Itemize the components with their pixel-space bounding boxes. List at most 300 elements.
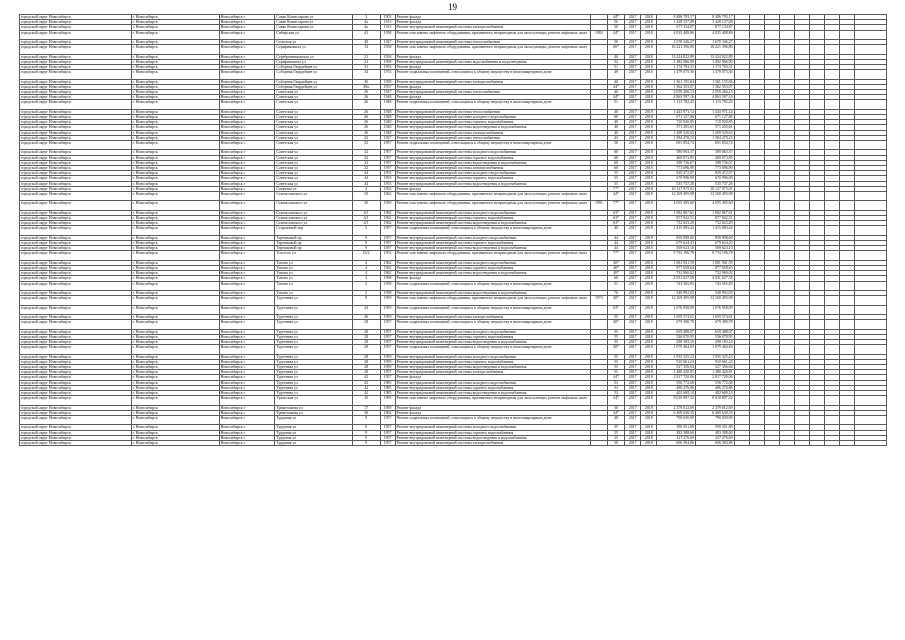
settlement-cell: г. Новосибирск (131, 45, 219, 54)
plan-year-cell: 2017 (625, 359, 641, 364)
empty-cell (809, 396, 824, 405)
wear-cell: 48 (607, 416, 624, 425)
work-type-cell: Ремонт фасада (395, 20, 590, 25)
completion-year-cell: 2018 (641, 226, 657, 235)
empty-cell (734, 251, 749, 260)
completion-year-cell: 2018 (641, 186, 657, 191)
build-year-cell: 1957 (380, 246, 395, 251)
empty-cell (749, 320, 764, 329)
work-type-cell: Ремонт внутридомовой инженерной системы водоотведения и водоснабжения (395, 221, 590, 226)
municipality-cell: городской округ Новосибирск (20, 226, 132, 235)
locality-cell: Новосибирск г (219, 251, 275, 260)
empty-cell (794, 441, 809, 446)
empty-cell (854, 416, 886, 425)
completion-year-cell: 2018 (641, 305, 657, 314)
empty-cell (779, 441, 794, 446)
wear-cell: 55 (607, 329, 624, 334)
completion-year-cell: 2018 (641, 130, 657, 135)
empty-cell (794, 251, 809, 260)
cost-cell: 679 380,78 (657, 320, 696, 329)
work-type-cell: Ремонт внутридомовой инженерной системы горячего водоснабжения (395, 216, 590, 221)
house-number-cell: 9 (352, 430, 380, 435)
completion-year-cell: 2018 (641, 276, 657, 281)
plan-year-cell: 2017 (625, 54, 641, 59)
completion-year-cell: 2018 (641, 120, 657, 125)
build-year-cell: 1957 (380, 320, 395, 329)
empty-cell (764, 45, 779, 54)
street-cell: Советская ул (275, 160, 352, 165)
wear-cell: 44* (607, 30, 624, 39)
house-number-cell: 5 (352, 226, 380, 235)
completion-year-cell: 2018 (641, 135, 657, 140)
empty-cell (854, 201, 886, 210)
locality-cell: Новосибирск г (219, 59, 275, 64)
cost-cell: 1 428 137,08 (657, 20, 696, 25)
work-type-cell: Ремонт подвальных помещений, относящихся к общему имуществу в многоквартирном доме (395, 281, 590, 290)
municipality-cell: городской округ Новосибирск (20, 109, 132, 114)
wear-cell: 55 (607, 334, 624, 339)
settlement-cell: г. Новосибирск (131, 365, 219, 370)
wear-cell: 76 (607, 291, 624, 296)
work-type-cell: Ремонт внутридомовой инженерной системы горячего водоснабжения (395, 176, 590, 181)
wear-cell: 40 (607, 79, 624, 84)
total-cost-cell: 1 443 971,14 (695, 109, 734, 114)
wear-cell: 50 (607, 20, 624, 25)
work-type-cell: Ремонт или замена лифтового оборудования, признанного непригодным для эксплуатации, ремонт лифтовых шахт (395, 45, 590, 54)
work-type-cell: Ремонт внутридомовой инженерной системы водоотведения и водоснабжения (395, 365, 590, 370)
total-cost-cell: 9 733 196,78 (695, 251, 734, 260)
total-cost-cell: 670 996,00 (695, 176, 734, 181)
work-type-cell: Ремонт внутридомовой инженерной системы холодного водоснабжения (395, 260, 590, 265)
empty-cell (764, 141, 779, 150)
completion-year-cell: 2018 (641, 30, 657, 39)
cost-cell: 790 030,90 (657, 416, 696, 425)
cost-cell: 9 733 196,78 (657, 251, 696, 260)
empty-cell (794, 320, 809, 329)
settlement-cell: г. Новосибирск (131, 59, 219, 64)
street-cell: Титова ул (275, 281, 352, 290)
plan-year-cell: 2017 (625, 235, 641, 240)
municipality-cell: городской округ Новосибирск (20, 334, 132, 339)
house-number-cell: 4/1 (352, 221, 380, 226)
cost-cell: 1 678 346,27 (657, 40, 696, 45)
empty-cell (779, 251, 794, 260)
empty-cell (734, 345, 749, 354)
cost-cell: 1 561 155,84 (657, 79, 696, 84)
cost-cell: 1 659 574,61 (657, 315, 696, 320)
municipality-cell: городской округ Новосибирск (20, 291, 132, 296)
completion-year-cell: 2018 (641, 45, 657, 54)
wear-cell: 35 (607, 430, 624, 435)
wear-cell: 53 (607, 385, 624, 390)
completion-year-cell: 2018 (641, 210, 657, 215)
municipality-cell: городской округ Новосибирск (20, 79, 132, 84)
total-cost-cell: 298 183,16 (695, 340, 734, 345)
cost-cell: 548 992,03 (657, 291, 696, 296)
empty-cell (854, 226, 886, 235)
street-cell: Станиславского ул (275, 192, 352, 201)
cost-cell: 8 486 793,17 (657, 15, 696, 20)
table-row (20, 441, 887, 446)
empty-cell (824, 281, 839, 290)
empty-cell (854, 296, 886, 305)
locality-cell: Новосибирск г (219, 79, 275, 84)
wear-cell: 53 (607, 380, 624, 385)
locality-cell: Новосибирск г (219, 354, 275, 359)
empty-cell (794, 345, 809, 354)
cost-cell: 1 082 867,61 (657, 210, 696, 215)
empty-cell (779, 345, 794, 354)
house-number-cell: 9 (352, 241, 380, 246)
total-cost-cell: 773 696,90 (695, 166, 734, 171)
cost-cell: 839 098,60 (657, 235, 696, 240)
settlement-cell: г. Новосибирск (131, 416, 219, 425)
total-cost-cell: 877 658,63 (695, 266, 734, 271)
street-cell: Титова ул (275, 266, 352, 271)
wear-cell: 51 (607, 100, 624, 109)
settlement-cell: г. Новосибирск (131, 410, 219, 415)
table-body (20, 15, 887, 446)
cost-cell: 590 351,89 (657, 425, 696, 430)
street-cell: Тургенева ул (275, 345, 352, 354)
total-cost-cell: 4 031 027,58 (695, 276, 734, 281)
build-year-cell: 1957 (380, 416, 395, 425)
completion-year-cell: 2018 (641, 359, 657, 364)
locality-cell: Новосибирск г (219, 241, 275, 246)
cost-cell: 536 070,95 (657, 334, 696, 339)
build-year-cell: 1957 (380, 425, 395, 430)
wear-cell: 50 (607, 40, 624, 45)
table-row (20, 251, 887, 260)
settlement-cell: г. Новосибирск (131, 171, 219, 176)
locality-cell: Новосибирск г (219, 171, 275, 176)
empty-cell (809, 45, 824, 54)
locality-cell: Новосибирск г (219, 345, 275, 354)
wear-cell: 55 (607, 354, 624, 359)
settlement-cell: г. Новосибирск (131, 291, 219, 296)
work-type-cell: Ремонт внутридомовой инженерной системы теплоснабжения (395, 90, 590, 95)
cost-cell: 10 127 975,01 (657, 186, 696, 191)
completion-year-cell: 2018 (641, 20, 657, 25)
empty-cell (764, 396, 779, 405)
cost-cell: 1 443 971,14 (657, 109, 696, 114)
empty-cell (764, 296, 779, 305)
street-cell: Уральская ул (275, 396, 352, 405)
empty-cell (854, 70, 886, 79)
work-type-cell: Ремонт внутридомовой инженерной системы горячего водоснабжения (395, 120, 590, 125)
street-cell: Советская ул (275, 141, 352, 150)
build-year-cell: 1957 (380, 166, 395, 171)
locality-cell: Новосибирск г (219, 15, 275, 20)
wear-cell: 44* (607, 84, 624, 89)
total-cost-cell: 679 380,78 (695, 320, 734, 329)
locality-cell: Новосибирск г (219, 192, 275, 201)
street-cell: Сакко Комиссарова ул (275, 20, 352, 25)
total-cost-cell: 1 415 083,42 (695, 226, 734, 235)
completion-year-cell: 2018 (641, 291, 657, 296)
plan-year-cell: 2017 (625, 345, 641, 354)
house-number-cell: 9 (352, 416, 380, 425)
work-type-cell: Ремонт внутридомовой инженерной системы горячего водоснабжения (395, 430, 590, 435)
municipality-cell: городской округ Новосибирск (20, 266, 132, 271)
house-number-cell: 28 (352, 354, 380, 359)
plan-year-cell: 2017 (625, 260, 641, 265)
empty-cell (854, 251, 886, 260)
empty-cell (839, 30, 854, 39)
empty-cell (824, 320, 839, 329)
wear-cell: 51 (607, 281, 624, 290)
completion-year-cell: 2018 (641, 216, 657, 221)
plan-year-cell: 2017 (625, 150, 641, 155)
empty-cell (734, 141, 749, 150)
cost-cell: 4 031 027,58 (657, 276, 696, 281)
wear-cell: 40 (607, 109, 624, 114)
cost-cell: 12 169 495,98 (657, 192, 696, 201)
plan-year-cell: 2017 (625, 291, 641, 296)
street-cell: Серафимовича ул (275, 59, 352, 64)
wear-cell: 63* (607, 221, 624, 226)
work-type-cell: Ремонт или замена лифтового оборудования, признанного непригодным для эксплуатации, ремонт лифтовых шахт (395, 296, 590, 305)
cost-cell: 877 842,51 (657, 216, 696, 221)
build-year-cell: 1934 (380, 54, 395, 59)
total-cost-cell: 16 221 396,80 (695, 45, 734, 54)
empty-cell (809, 296, 824, 305)
empty-cell (779, 416, 794, 425)
plan-year-cell: 2017 (625, 435, 641, 440)
wear-cell: 60 (607, 276, 624, 281)
build-year-cell: 1957 (380, 155, 395, 160)
empty-cell (839, 320, 854, 329)
commission-year-cell (590, 100, 607, 109)
empty-cell (854, 345, 886, 354)
build-year-cell: 1948 (380, 130, 395, 135)
plan-year-cell: 2017 (625, 241, 641, 246)
empty-cell (764, 441, 779, 446)
build-year-cell: 1952 (380, 251, 395, 260)
empty-cell (824, 296, 839, 305)
work-type-cell: Ремонт подвальных помещений, относящихся к общему имуществу в многоквартирном доме (395, 320, 590, 329)
wear-cell: 44* (607, 396, 624, 405)
cost-cell: 1 584 470,23 (657, 135, 696, 140)
house-number-cell: 2 (352, 15, 380, 20)
wear-cell: 40* (607, 271, 624, 276)
build-year-cell: 1957 (380, 334, 395, 339)
locality-cell: Новосибирск г (219, 150, 275, 155)
completion-year-cell: 2018 (641, 391, 657, 396)
total-cost-cell: 877 842,51 (695, 216, 734, 221)
cost-cell: 679 624,43 (657, 241, 696, 246)
work-type-cell: Ремонт внутридомовой инженерной системы холодного водоснабжения (395, 210, 590, 215)
cost-cell: 16 221 396,80 (657, 45, 696, 54)
street-cell: Советская ул (275, 176, 352, 181)
total-cost-cell: 6 469 638,35 (695, 410, 734, 415)
municipality-cell: городской округ Новосибирск (20, 70, 132, 79)
street-cell: Сельская ул (275, 40, 352, 45)
street-cell: Советская ул (275, 95, 352, 100)
municipality-cell: городской округ Новосибирск (20, 340, 132, 345)
total-cost-cell: 732 960,02 (695, 271, 734, 276)
total-cost-cell: 1 115 782,43 (695, 100, 734, 109)
locality-cell: Новосибирск г (219, 359, 275, 364)
house-number-cell: 4а (352, 25, 380, 30)
settlement-cell: г. Новосибирск (131, 441, 219, 446)
settlement-cell: г. Новосибирск (131, 425, 219, 430)
total-cost-cell: 1 076 958,09 (695, 305, 734, 314)
completion-year-cell: 2018 (641, 59, 657, 64)
locality-cell: Новосибирск г (219, 181, 275, 186)
house-number-cell: 42 (352, 375, 380, 380)
work-type-cell: Ремонт внутридомовой инженерной системы водоотведения и водоснабжения (395, 435, 590, 440)
settlement-cell: г. Новосибирск (131, 120, 219, 125)
commission-year-cell (590, 320, 607, 329)
work-type-cell: Ремонт фасада (395, 95, 590, 100)
plan-year-cell: 2017 (625, 370, 641, 375)
empty-cell (734, 226, 749, 235)
locality-cell: Новосибирск г (219, 201, 275, 210)
street-cell: Советская ул (275, 115, 352, 120)
street-cell: Станиславского ул (275, 201, 352, 210)
empty-cell (749, 30, 764, 39)
house-number-cell: 34 (352, 70, 380, 79)
work-type-cell: Ремонт внутридомовой инженерной системы холодного водоснабжения (395, 380, 590, 385)
wear-cell: 40 (607, 226, 624, 235)
settlement-cell: г. Новосибирск (131, 305, 219, 314)
street-cell: Тургенева ул (275, 305, 352, 314)
table-row (20, 141, 887, 150)
build-year-cell: 1957 (380, 345, 395, 354)
wear-cell: 40* (607, 260, 624, 265)
settlement-cell: г. Новосибирск (131, 192, 219, 201)
empty-cell (734, 416, 749, 425)
settlement-cell: г. Новосибирск (131, 375, 219, 380)
house-number-cell: 40 (352, 40, 380, 45)
locality-cell: Новосибирск г (219, 100, 275, 109)
street-cell: Трудовая ул (275, 435, 352, 440)
settlement-cell: г. Новосибирск (131, 30, 219, 39)
total-cost-cell: 1 362 353,07 (695, 84, 734, 89)
work-type-cell: Ремонт фасада (395, 54, 590, 59)
plan-year-cell: 2017 (625, 181, 641, 186)
municipality-cell: городской округ Новосибирск (20, 59, 132, 64)
settlement-cell: г. Новосибирск (131, 276, 219, 281)
plan-year-cell: 2017 (625, 305, 641, 314)
cost-cell: 732 960,02 (657, 271, 696, 276)
empty-cell (809, 441, 824, 446)
build-year-cell: 1948 (380, 115, 395, 120)
settlement-cell: г. Новосибирск (131, 315, 219, 320)
locality-cell: Новосибирск г (219, 216, 275, 221)
cost-cell: 1 081 941,59 (657, 260, 696, 265)
completion-year-cell: 2018 (641, 354, 657, 359)
empty-cell (764, 281, 779, 290)
completion-year-cell: 2018 (641, 201, 657, 210)
total-cost-cell: 1 659 574,61 (695, 315, 734, 320)
house-number-cell: 26 (352, 90, 380, 95)
house-number-cell: 9 (352, 246, 380, 251)
empty-cell (824, 201, 839, 210)
wear-cell: 63* (607, 305, 624, 314)
settlement-cell: г. Новосибирск (131, 320, 219, 329)
cost-cell: 8 010 897,32 (657, 396, 696, 405)
cost-cell: 829 472,07 (657, 171, 696, 176)
empty-cell (824, 30, 839, 39)
wear-cell: 55 (607, 171, 624, 176)
commission-year-cell (590, 70, 607, 79)
settlement-cell: г. Новосибирск (131, 405, 219, 410)
empty-cell (794, 201, 809, 210)
municipality-cell: городской округ Новосибирск (20, 435, 132, 440)
settlement-cell: г. Новосибирск (131, 130, 219, 135)
cost-cell: 569 623,10 (657, 246, 696, 251)
total-cost-cell: 1 561 155,84 (695, 79, 734, 84)
house-number-cell: 36 (352, 79, 380, 84)
build-year-cell: 1957 (380, 135, 395, 140)
locality-cell: Новосибирск г (219, 266, 275, 271)
wear-cell: 55 (607, 315, 624, 320)
empty-cell (734, 45, 749, 54)
street-cell: Титова ул (275, 271, 352, 276)
table-row (20, 396, 887, 405)
plan-year-cell: 2017 (625, 171, 641, 176)
completion-year-cell: 2018 (641, 235, 657, 240)
municipality-cell: городской округ Новосибирск (20, 441, 132, 446)
municipality-cell: городской округ Новосибирск (20, 260, 132, 265)
plan-year-cell: 2017 (625, 340, 641, 345)
settlement-cell: г. Новосибирск (131, 345, 219, 354)
cost-cell: 670 996,00 (657, 176, 696, 181)
work-type-cell: Ремонт внутридомовой инженерной системы холодного водоснабжения (395, 115, 590, 120)
cost-cell: 1 479 075,30 (657, 70, 696, 79)
cost-cell: 2 817 720,06 (657, 375, 696, 380)
house-number-cell: 8 (352, 296, 380, 305)
municipality-cell: городской округ Новосибирск (20, 281, 132, 290)
street-cell: Сакко Комиссарова ул (275, 15, 352, 20)
empty-cell (779, 396, 794, 405)
cost-cell: 710 920,85 (657, 120, 696, 125)
build-year-cell: 1957 (380, 435, 395, 440)
plan-year-cell: 2017 (625, 130, 641, 135)
house-number-cell: 23 (352, 59, 380, 64)
municipality-cell: городской округ Новосибирск (20, 385, 132, 390)
wear-cell: 55 (607, 340, 624, 345)
street-cell: Терешковой пр (275, 235, 352, 240)
total-cost-cell: 1 081 941,59 (695, 260, 734, 265)
completion-year-cell: 2018 (641, 315, 657, 320)
empty-cell (809, 281, 824, 290)
work-type-cell: Ремонт или замена лифтового оборудования, признанного непригодным для эксплуатации, ремонт лифтовых шахт (395, 192, 590, 201)
street-cell: Тургенева ул (275, 370, 352, 375)
total-cost-cell: 8 486 793,17 (695, 15, 734, 20)
total-cost-cell: 1 584 470,23 (695, 135, 734, 140)
wear-cell: 60 (607, 115, 624, 120)
house-number-cell: 32 (352, 155, 380, 160)
plan-year-cell: 2017 (625, 216, 641, 221)
empty-cell (734, 441, 749, 446)
build-year-cell: 1957 (380, 226, 395, 235)
settlement-cell: г. Новосибирск (131, 235, 219, 240)
work-type-cell: Ремонт внутридомовой инженерной системы горячего водоснабжения (395, 241, 590, 246)
settlement-cell: г. Новосибирск (131, 15, 219, 20)
municipality-cell: городской округ Новосибирск (20, 150, 132, 155)
build-year-cell: 1957 (380, 370, 395, 375)
empty-cell (794, 45, 809, 54)
build-year-cell: 1959 (380, 296, 395, 305)
street-cell: Советская ул (275, 171, 352, 176)
build-year-cell: 1953 (380, 65, 395, 70)
completion-year-cell: 2018 (641, 155, 657, 160)
empty-cell (839, 100, 854, 109)
empty-cell (794, 30, 809, 39)
